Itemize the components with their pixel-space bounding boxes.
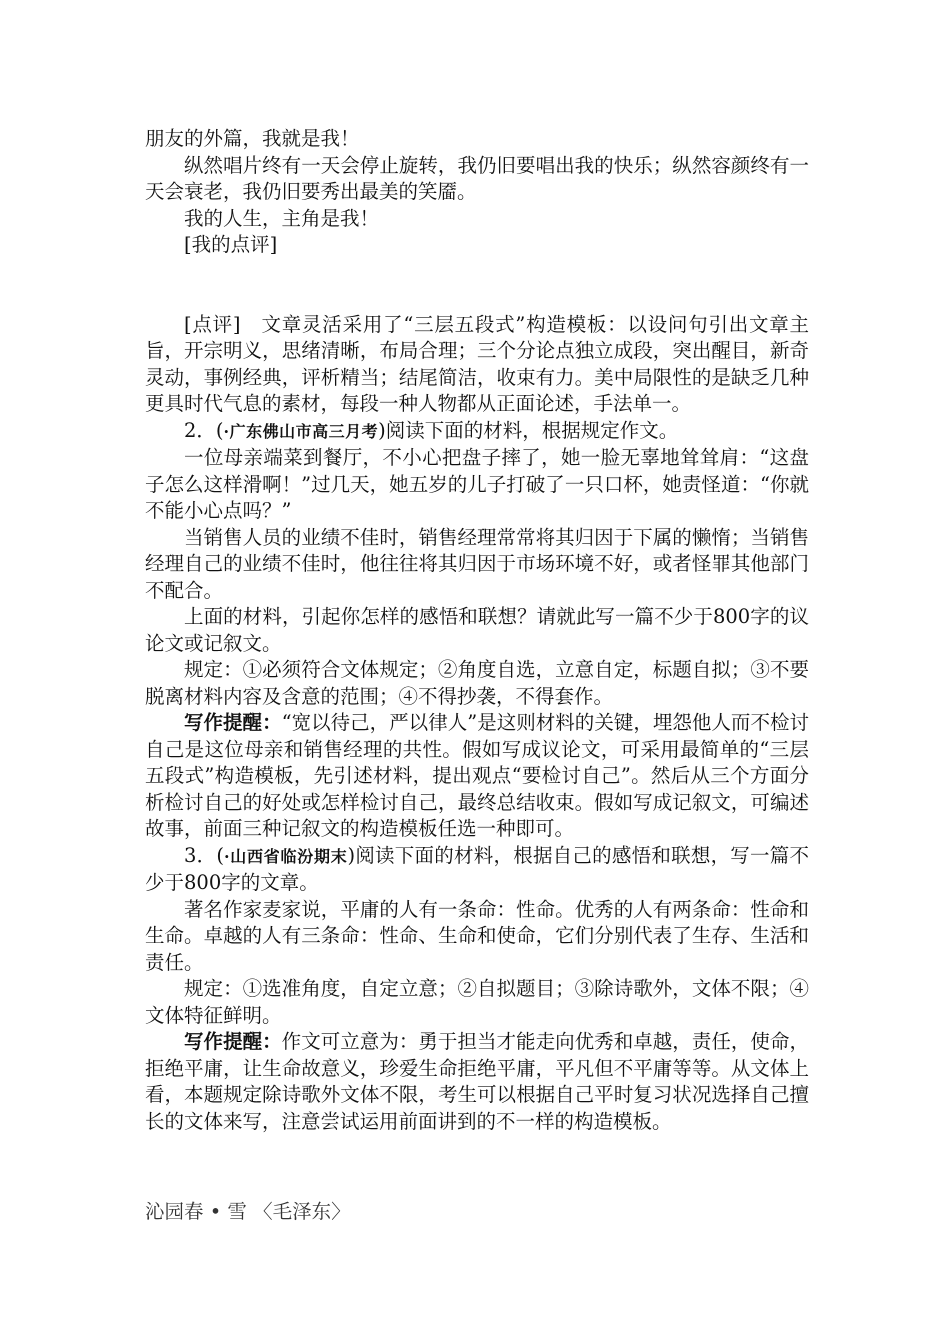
q2-instruction: )阅读下面的材料，根据规定作文。 (378, 418, 679, 442)
q3-rules: 规定：①选准角度，自定立意；②自拟题目；③除诗歌外，文体不限；④文体特征鲜明。 (145, 977, 809, 1027)
intro-paragraph-life: 我的人生，主角是我！ (184, 206, 380, 230)
q2-task: 上面的材料，引起你怎样的感悟和联想？请就此写一篇不少于800字的议论文或记叙文。 (145, 605, 809, 655)
question-3-heading (145, 843, 809, 897)
q2-material-1: 一位母亲端菜到餐厅，不小心把盘子摔了，她一脸无辜地耸耸肩：“这盘子怎么这样滑啊！”过几天，她五岁的儿子打破了一只口杯，她责怪道：“你就不能小心点吗？” (145, 446, 809, 522)
my-comment-heading: [我的点评] (184, 233, 278, 256)
q3-tip-text: 作文可立意为：勇于担当才能走向优秀和卓越，责任，使命，拒绝平庸，让生命故意义，珍爱生命拒绝平庸，平凡但不平庸等等。从文体上看，本题规定除诗歌外文体不限，考生可以根据自己平时复习状况选择自己擅长的文体来写，注意尝试运用前面讲到的不一样的构造模板。 (145, 1030, 809, 1133)
q3-source: ·山西省临汾期末 (224, 846, 348, 866)
q3-number: 3．( (184, 843, 224, 867)
q3-tip-label: 写作提醒： (184, 1030, 282, 1053)
q2-tip-label: 写作提醒： (184, 711, 282, 734)
q3-instruction: )阅读下面的材料，根据自己的感悟和联想，写一篇不少于800字的文章。 (145, 843, 810, 894)
q2-material-2: 当销售人员的业绩不佳时，销售经理常常将其归因于下属的懒惰；当销售经理自己的业绩不佳时，他往往将其归因于市场环境不好，或者怪罪其他部门不配合。 (145, 525, 809, 602)
question-2-heading (145, 418, 809, 446)
q2-tip-text: “宽以待己，严以律人”是这则材料的关键，埋怨他人而不检讨自己是这位母亲和销售经理的共性。假如写成议论文，可采用最简单的“三层五段式”构造模板，先引述材料，提出观点“要检讨自己”。然后从三个方面分析检讨自己的好处或怎样检讨自己，最终总结收束。假如写成记叙文，可编述故事，前面三种记叙文的构造模板任选一种即可。 (145, 711, 809, 840)
q2-source: ·广东佛山市高三月考 (223, 421, 379, 441)
comment-label: [点评] (184, 312, 241, 336)
spacer (145, 259, 809, 312)
document-body (145, 126, 809, 1135)
intro-line-end: 朋友的外篇，我就是我！ (145, 127, 360, 150)
q2-tip (145, 710, 809, 843)
q2-rules: 规定：①必须符合文体规定；②角度自选，立意自定，标题自拟；③不要脱离材料内容及含意的范围；④不得抄袭，不得套作。 (145, 658, 809, 708)
comment-text: 文章灵活采用了“三层五段式”构造模板：以设问句引出文章主旨，开宗明义，思绪清晰，布局合理；三个分论点独立成段，突出醒目，新奇灵动，事例经典，评析精当；结尾简洁，收束有力。美中局限性的是缺乏几种更具时代气息的素材，每段一种人物都从正面论述，手法单一。 (145, 312, 809, 415)
q3-material-1: 著名作家麦家说，平庸的人有一条命：性命。优秀的人有两条命：性命和生命。卓越的人有三条命：性命、生命和使命，它们分别代表了生存、生活和责任。 (145, 897, 809, 974)
q2-number: 2．( (184, 418, 224, 442)
q3-tip (145, 1029, 809, 1135)
footer-poem-title: 沁园春 • 雪 〈毛泽东〉 (145, 1200, 351, 1223)
comment-paragraph (145, 312, 809, 418)
intro-paragraph-record: 纵然唱片终有一天会停止旋转，我仍旧要唱出我的快乐；纵然容颜终有一天会衰老，我仍旧要秀出最美的笑靥。 (145, 153, 809, 203)
